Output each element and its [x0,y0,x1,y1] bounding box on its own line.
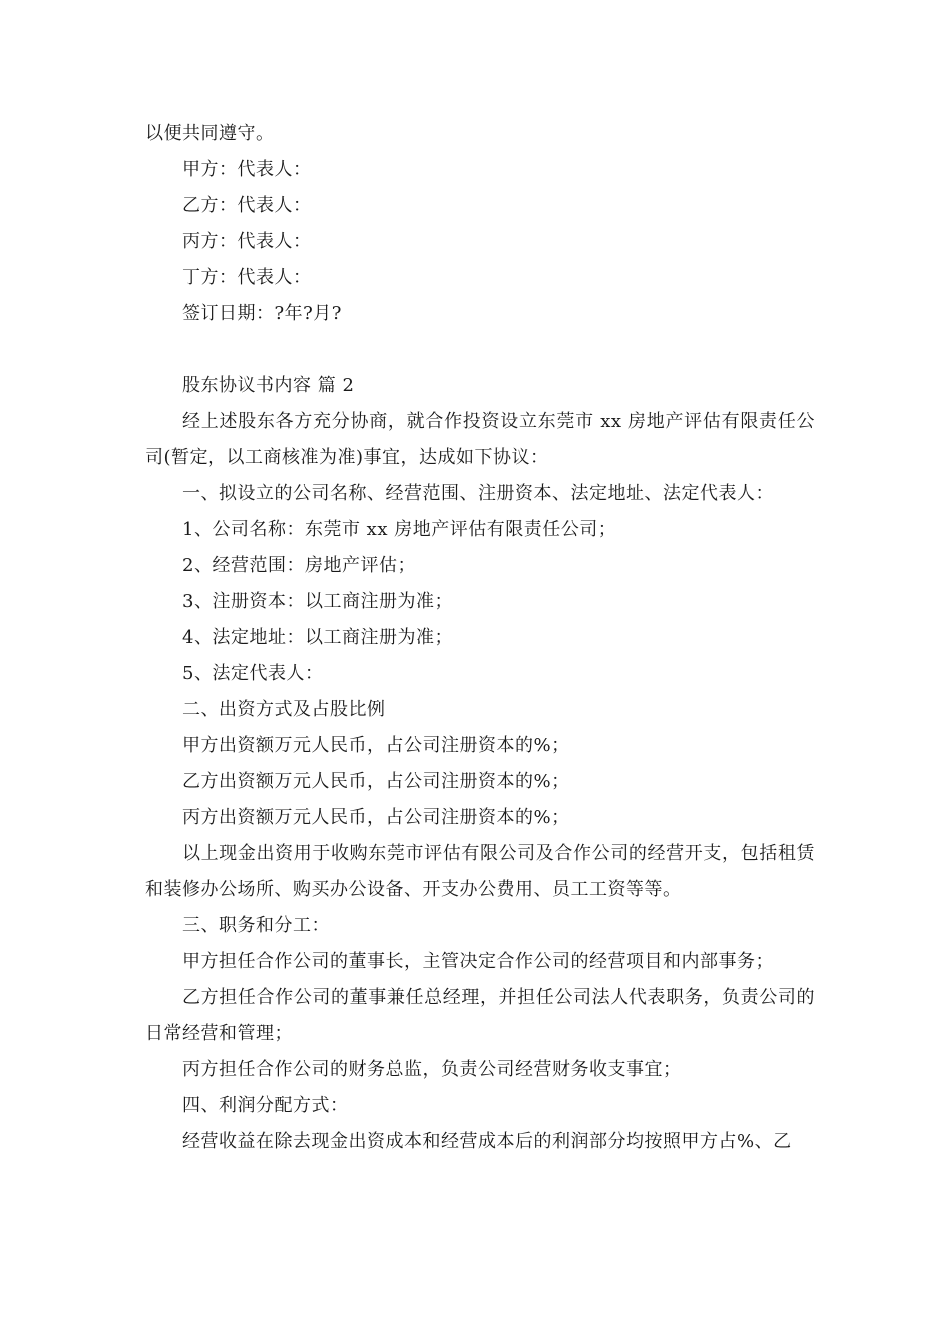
list-item: 3、注册资本：以工商注册为准； [182,591,453,612]
clause-heading: 一、拟设立的公司名称、经营范围、注册资本、法定地址、法定代表人： [182,483,774,504]
signature-line-party-d: 丁方：代表人： [182,267,312,288]
signature-line-party-a: 甲方：代表人： [182,159,312,180]
paragraph: 乙方担任合作公司的董事兼任总经理，并担任公司法人代表职务，负责公司的日常经营和管理； [145,987,815,1044]
section-heading: 股东协议书内容 篇 2 [182,375,355,396]
clause-heading: 三、职务和分工： [182,915,330,936]
list-item: 5、法定代表人： [182,663,324,684]
signature-line-party-b: 乙方：代表人： [182,195,312,216]
document-body [145,116,815,1160]
clause-heading: 二、出资方式及占股比例 [182,699,386,720]
paragraph: 甲方担任合作公司的董事长，主管决定合作公司的经营项目和内部事务； [182,951,774,972]
paragraph: 丙方担任合作公司的财务总监，负责公司经营财务收支事宜； [182,1059,682,1080]
list-item: 2、经营范围：房地产评估； [182,555,416,576]
paragraph: 以便共同遵守。 [145,123,275,144]
paragraph: 丙方出资额万元人民币，占公司注册资本的%； [182,807,570,828]
list-item: 4、法定地址：以工商注册为准； [182,627,453,648]
list-item: 1、公司名称：东莞市 xx 房地产评估有限责任公司； [182,519,617,540]
paragraph: 经上述股东各方充分协商，就合作投资设立东莞市 xx 房地产评估有限责任公司(暂定，以工商核准为准)事宜，达成如下协议： [145,411,815,468]
clause-heading: 四、利润分配方式： [182,1095,349,1116]
paragraph: 以上现金出资用于收购东莞市评估有限公司及合作公司的经营开支，包括租赁和装修办公场所、购买办公设备、开支办公费用、员工工资等等。 [145,843,815,900]
paragraph: 经营收益在除去现金出资成本和经营成本后的利润部分均按照甲方占%、乙 [182,1131,792,1152]
signature-line-party-c: 丙方：代表人： [182,231,312,252]
paragraph: 乙方出资额万元人民币，占公司注册资本的%； [182,771,570,792]
signing-date-line: 签订日期：?年?月? [182,303,342,324]
paragraph: 甲方出资额万元人民币，占公司注册资本的%； [182,735,570,756]
section-spacer [145,332,815,368]
